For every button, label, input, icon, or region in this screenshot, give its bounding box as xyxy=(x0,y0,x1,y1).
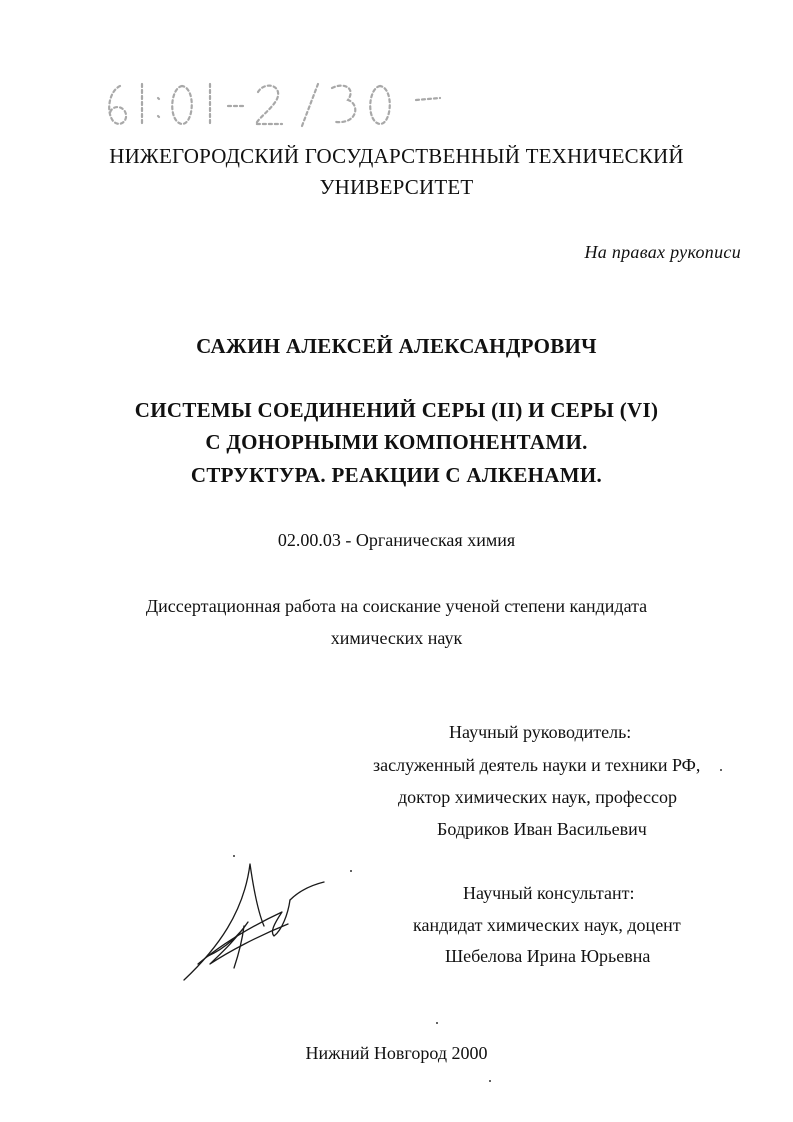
scan-speck xyxy=(436,1022,438,1024)
consultant-title: кандидат химических наук, доцент xyxy=(413,915,681,935)
signature xyxy=(178,852,338,987)
supervisor-title-2: доктор химических наук, профессор xyxy=(398,787,677,807)
specialty: 02.00.03 - Органическая химия xyxy=(277,530,516,550)
scan-speck xyxy=(489,1080,491,1082)
degree-line-1: Диссертационная работа на соискание ученой степени кандидата xyxy=(145,596,648,616)
consultant-name: Шебелова Ирина Юрьевна xyxy=(445,946,651,966)
supervisor-title-1: заслуженный деятель науки и техники РФ, xyxy=(373,755,701,775)
supervisor-name: Бодриков Иван Васильевич xyxy=(437,819,647,839)
title-line-1: СИСТЕМЫ СОЕДИНЕНИЙ СЕРЫ (II) И СЕРЫ (VI) xyxy=(134,398,659,422)
archive-stamp xyxy=(98,74,448,144)
institution-line-1: НИЖЕГОРОДСКИЙ ГОСУДАРСТВЕННЫЙ ТЕХНИЧЕСКИЙ xyxy=(109,144,684,168)
title-line-2: С ДОНОРНЫМИ КОМПОНЕНТАМИ. xyxy=(205,430,588,454)
place-year: Нижний Новгород 2000 xyxy=(305,1043,488,1063)
scan-speck xyxy=(350,870,352,872)
consultant-heading: Научный консультант: xyxy=(463,883,635,903)
title-line-3: СТРУКТУРА. РЕАКЦИИ С АЛКЕНАМИ. xyxy=(190,463,603,487)
degree-line-2: химических наук xyxy=(330,628,463,648)
scan-speck xyxy=(720,769,722,771)
scan-speck xyxy=(233,855,235,857)
institution-line-2: УНИВЕРСИТЕТ xyxy=(319,175,474,199)
author-name: САЖИН АЛЕКСЕЙ АЛЕКСАНДРОВИЧ xyxy=(196,334,597,358)
supervisor-heading: Научный руководитель: xyxy=(449,722,632,742)
manuscript-note: На правах рукописи xyxy=(584,242,741,262)
